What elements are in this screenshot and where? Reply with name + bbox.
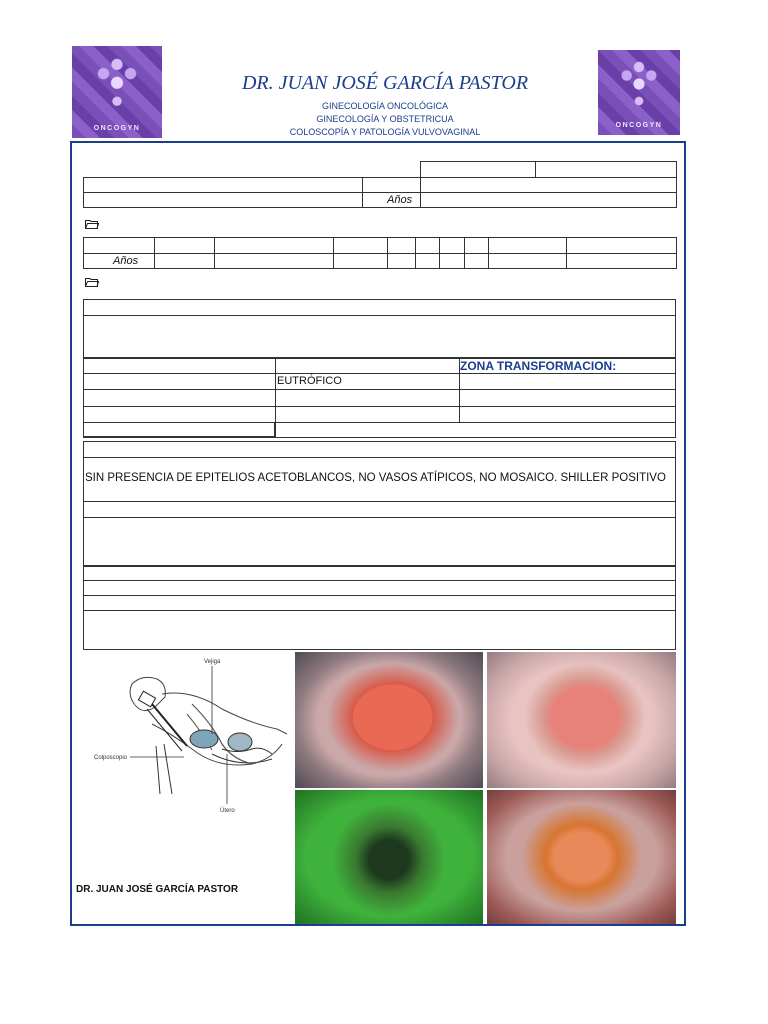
- findings-text: SIN PRESENCIA DE EPITELIOS ACETOBLANCOS, NO VASOS ATÍPICOS, NO MOSAICO. SHILLER POSITIVO: [85, 472, 666, 484]
- label-vejiga: Vejiga: [204, 659, 221, 665]
- form-field[interactable]: [214, 253, 334, 269]
- colposcopy-photo-3: [295, 790, 483, 924]
- form-field[interactable]: [459, 389, 676, 407]
- form-field[interactable]: [83, 358, 276, 374]
- form-field[interactable]: [83, 441, 676, 458]
- colposcopy-photo-4: [487, 790, 676, 924]
- form-field[interactable]: [387, 253, 416, 269]
- form-field[interactable]: [154, 253, 215, 269]
- label-colposcopio: Colposcopio: [94, 755, 128, 761]
- form-field[interactable]: [420, 161, 536, 178]
- form-field[interactable]: [275, 358, 460, 374]
- form-field[interactable]: [275, 422, 676, 438]
- folder-icon: [85, 219, 99, 229]
- colposcopy-photo-2: [487, 652, 676, 788]
- transformation-zone-label: ZONA TRANSFORMACION:: [460, 359, 617, 373]
- form-field[interactable]: [154, 237, 215, 254]
- folder-icon: [85, 277, 99, 287]
- form-field[interactable]: [439, 253, 465, 269]
- form-field[interactable]: [83, 192, 363, 208]
- specialty-line-3: COLOSCOPÍA Y PATOLOGÍA VULVOVAGINAL: [289, 127, 481, 137]
- form-field[interactable]: [333, 237, 388, 254]
- form-field[interactable]: [83, 406, 276, 423]
- form-field[interactable]: [459, 373, 676, 390]
- form-field[interactable]: [83, 299, 676, 316]
- form-field[interactable]: [275, 406, 460, 423]
- form-field[interactable]: [420, 192, 677, 208]
- form-field[interactable]: [420, 177, 677, 193]
- form-field[interactable]: [83, 237, 155, 254]
- form-field[interactable]: [488, 253, 567, 269]
- form-field[interactable]: [566, 237, 677, 254]
- form-field[interactable]: [387, 237, 416, 254]
- form-field[interactable]: [83, 566, 676, 581]
- form-field[interactable]: [214, 237, 334, 254]
- form-field[interactable]: [83, 177, 363, 193]
- form-field[interactable]: [83, 389, 276, 407]
- transformation-zone-header: [459, 358, 676, 374]
- age-field[interactable]: [362, 192, 421, 208]
- signature-name: DR. JUAN JOSÉ GARCÍA PASTOR: [76, 884, 239, 895]
- label-utero: Útero: [220, 808, 235, 814]
- form-field[interactable]: [459, 406, 676, 423]
- form-textarea[interactable]: [83, 315, 676, 358]
- form-field[interactable]: [83, 580, 676, 596]
- form-field[interactable]: [488, 237, 567, 254]
- oncogyn-logo-right: [598, 50, 680, 135]
- doctor-name-title: DR. JUAN JOSÉ GARCÍA PASTOR: [241, 72, 529, 94]
- logo-text: ONCOGYN: [615, 122, 663, 129]
- form-field[interactable]: [415, 237, 440, 254]
- form-textarea[interactable]: [83, 610, 676, 650]
- age-unit-label: Años: [113, 255, 139, 267]
- specialty-line-1: GINECOLOGÍA ONCOLÓGICA: [321, 101, 449, 111]
- form-field[interactable]: [535, 161, 677, 178]
- logo-text: ONCOGYN: [93, 125, 141, 132]
- form-field[interactable]: [83, 595, 676, 611]
- eutrophic-value: EUTRÓFICO: [277, 375, 342, 387]
- form-field[interactable]: [83, 373, 276, 390]
- form-field[interactable]: [83, 422, 276, 438]
- form-field[interactable]: [464, 237, 489, 254]
- form-field[interactable]: [333, 253, 388, 269]
- age-unit-label: Años: [387, 194, 413, 206]
- form-field[interactable]: [415, 253, 440, 269]
- findings-field[interactable]: [83, 457, 676, 502]
- form-field[interactable]: [439, 237, 465, 254]
- age-field[interactable]: [83, 253, 155, 269]
- form-field[interactable]: [566, 253, 677, 269]
- form-textarea[interactable]: [83, 517, 676, 566]
- form-field[interactable]: [362, 177, 421, 193]
- oncogyn-logo-left: [72, 46, 162, 138]
- form-field[interactable]: [83, 501, 676, 518]
- colposcopy-diagram: [92, 654, 288, 816]
- eutrophic-field[interactable]: [275, 373, 460, 390]
- form-field[interactable]: [464, 253, 489, 269]
- colposcopy-photo-1: [295, 652, 483, 788]
- form-field[interactable]: [275, 389, 460, 407]
- specialty-line-2: GINECOLOGÍA Y OBSTETRICUA: [316, 114, 454, 124]
